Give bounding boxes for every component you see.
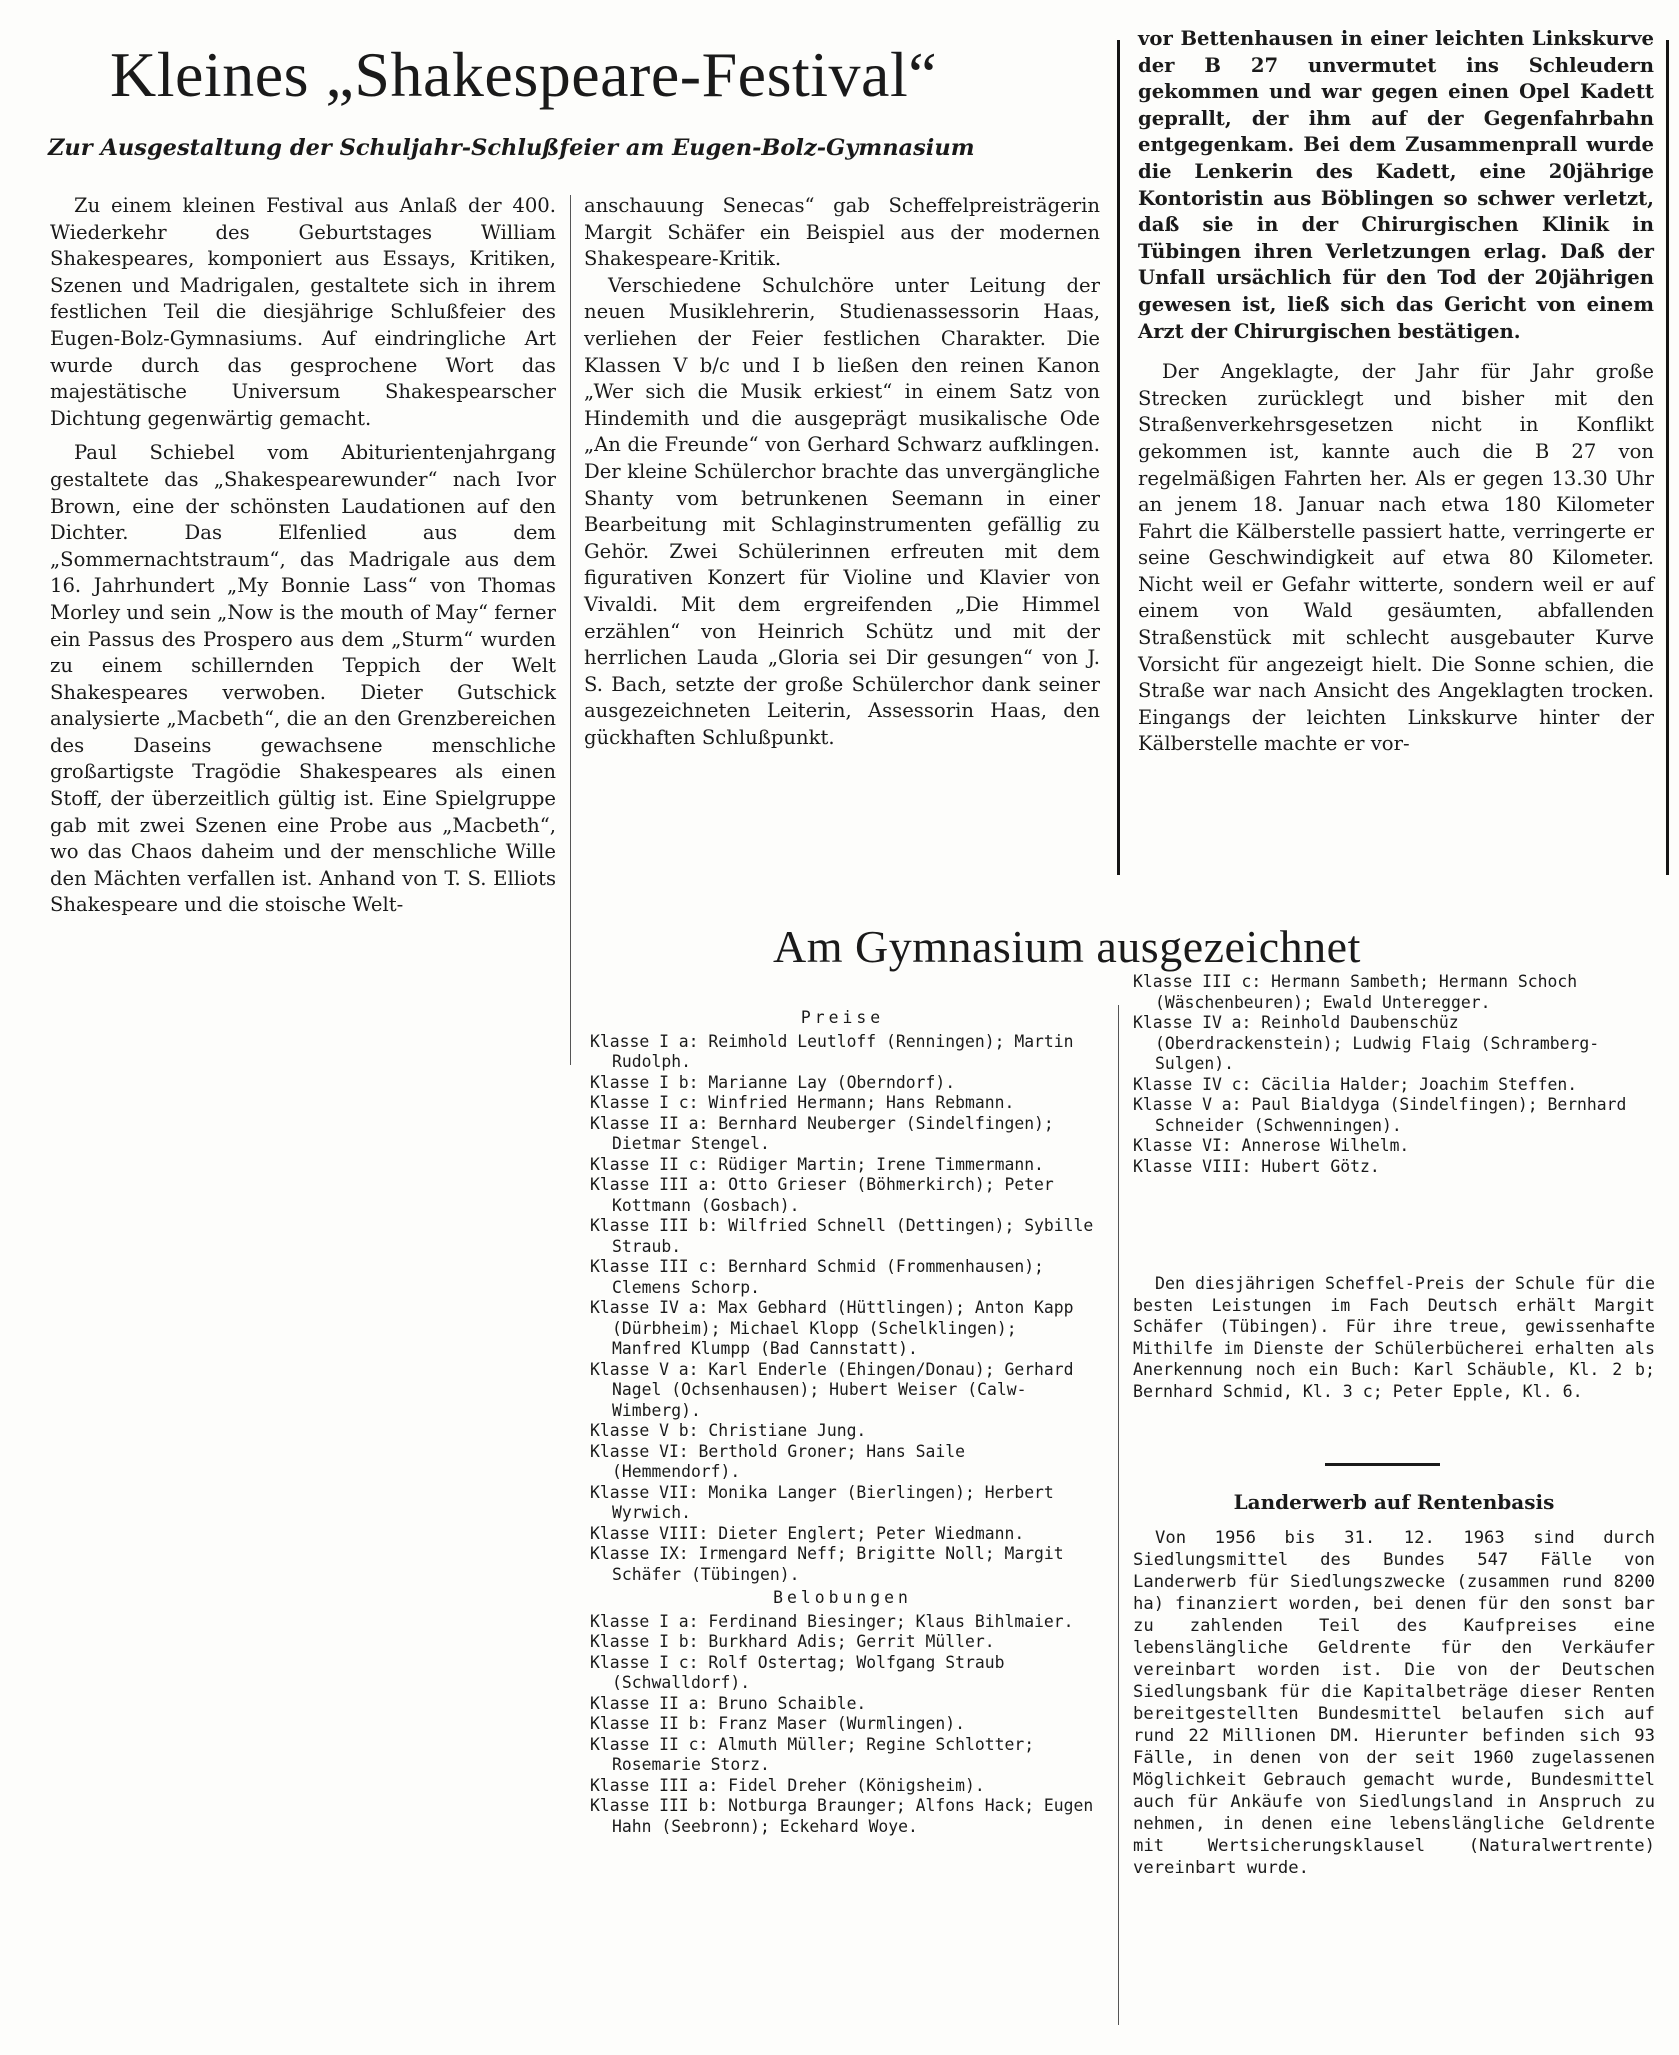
- list-item: Klasse IV a: Max Gebhard (Hüttlingen); Anton Kapp (Dürbheim); Michael Klopp (Schelklingen); Manfred Klumpp (Bad Cannstatt).: [590, 1298, 1074, 1358]
- section-divider: [1325, 1463, 1440, 1466]
- list-item: Klasse I c: Winfried Hermann; Hans Rebmann.: [590, 1093, 1015, 1112]
- awards-headline: Am Gymnasium ausgezeichnet: [773, 921, 1361, 972]
- list-item: Klasse III b: Wilfried Schnell (Dettingen); Sybille Straub.: [590, 1216, 1094, 1256]
- box-rule-left: [1117, 40, 1120, 875]
- accident-bold-text: vor Bettenhausen in einer leichten Linkskurve der B 27 unvermutet ins Schleudern gekommen und war gegen einen Opel Kadett geprallt, der ihm auf der Gegenfahrbahn entgegenkam. Bei dem Zusammenprall wurde die Lenkerin des Kadett, eine 20jährige Kontoristin aus Böblingen so schwer verletzt, daß sie in der Chirurgischen Klinik in Tübingen ihren Verletzungen erlag. Daß der Unfall ursächlich für den Tod der 20jährigen gewesen ist, ließ sich das Gericht von einem Arzt der Chirurgischen bestätigen.: [1138, 27, 1654, 343]
- land-article: [1133, 1490, 1655, 1514]
- list-item: Klasse II c: Almuth Müller; Regine Schlotter; Rosemarie Storz.: [590, 1734, 1035, 1774]
- festival-headline: Kleines „Shakespeare-Festival“: [110, 39, 938, 110]
- list-item: Klasse I b: Marianne Lay (Oberndorf).: [590, 1072, 956, 1092]
- list-item: Klasse III c: Bernhard Schmid (Frommenhausen); Clemens Schorp.: [590, 1257, 1044, 1297]
- festival-paragraph: Zu einem kleinen Festival aus Anlaß der 400. Wiederkehr des Geburtstages William Shakespeares, komponiert aus Essays, Kritiken, Szenen und Madrigalen, gestaltete sich in ihrem festlichen Teil die diesjährige Schlußfeier des Eugen-Bolz-Gymnasiums. Auf eindringliche Art wurde durch das gesprochene Wort das majestätische Universum Shakespearscher Dichtung gegenwärtig gemacht.: [50, 194, 556, 430]
- festival-column-1: [50, 193, 556, 919]
- preise-list: [590, 1032, 1095, 1586]
- accident-column: [1138, 27, 1654, 870]
- awards-column-1: [590, 1005, 1095, 1837]
- list-item: Klasse IV c: Cäcilia Halder; Joachim Steffen.: [1133, 1074, 1578, 1094]
- list-item: Klasse III a: Fidel Dreher (Königsheim).: [590, 1775, 985, 1795]
- scheffel-text: Den diesjährigen Scheffel-Preis der Schule für die besten Leistungen im Fach Deutsch erhält Margit Schäfer (Tübingen). Für ihre treue, gewissenhafte Mithilfe im Dienste der Schülerbücherei erhalten als Anerkennung noch ein Buch: Karl Schäuble, Kl. 2 b; Bernhard Schmid, Kl. 3 c; Peter Epple, Kl. 6.: [1133, 1274, 1655, 1401]
- festival-subheadline: Zur Ausgestaltung der Schuljahr-Schlußfeier am Eugen-Bolz-Gymnasium: [48, 135, 975, 161]
- list-item: Klasse V a: Paul Bialdyga (Sindelfingen); Bernhard Schneider (Schwenningen).: [1133, 1095, 1627, 1135]
- list-item: Klasse I a: Reimhold Leutloff (Renningen); Martin Rudolph.: [590, 1031, 1074, 1071]
- list-item: Klasse III a: Otto Grieser (Böhmerkirch); Peter Kottmann (Gosbach).: [590, 1175, 1054, 1215]
- festival-paragraph: Paul Schiebel vom Abiturientenjahrgang gestaltete das „Shakespearewunder“ nach Ivor Brown, eine der schönsten Laudationen auf den Dichter. Das Elfenlied aus dem „Sommernachtstraum“, das Madrigale aus dem 16. Jahrhundert „My Bonnie Lass“ von Thomas Morley und sein „Now is the mouth of May“ ferner ein Passus des Prospero aus dem „Sturm“ wurden zu einem schillernden Teppich der Welt Shakespeares verwoben. Dieter Gutschick analysierte „Macbeth“, die an den Grenzbereichen des Daseins gewachsene menschliche großartigste Tragödie Shakespeares als einen Stoff, der überzeitlich gültig ist. Eine Spielgruppe gab mit zwei Szenen eine Probe aus „Macbeth“, wo das Chaos daheim und der menschliche Wille den Mächten verfallen ist. Anhand von T. S. Elliots Shakespeare und die stoische Welt-: [50, 441, 556, 917]
- list-item: Klasse V a: Karl Enderle (Ehingen/Donau); Gerhard Nagel (Ochsenhausen); Hubert Weiser (Calw-Wimberg).: [590, 1359, 1074, 1420]
- list-item: Klasse III c: Hermann Sambeth; Hermann Schoch (Wäschenbeuren); Ewald Unteregger.: [1133, 972, 1578, 1012]
- list-item: Klasse II b: Franz Maser (Wurmlingen).: [590, 1714, 965, 1733]
- column-divider: [1118, 1005, 1119, 2025]
- list-item: Klasse VII: Monika Langer (Bierlingen); Herbert Wyrwich.: [590, 1482, 1054, 1522]
- list-item: Klasse I c: Rolf Ostertag; Wolfgang Straub (Schwalldorf).: [590, 1652, 1005, 1692]
- land-body: [1133, 1527, 1655, 1879]
- awards-column-2: [1133, 972, 1655, 1177]
- belobungen-label: Belobungen: [773, 1588, 912, 1607]
- list-item: Klasse VIII: Hubert Götz.: [1133, 1156, 1380, 1176]
- list-item: Klasse VIII: Dieter Englert; Peter Wiedmann.: [590, 1523, 1025, 1543]
- land-headline: Landerwerb auf Rentenbasis: [1233, 1490, 1555, 1514]
- list-item: Klasse II a: Bruno Schaible.: [590, 1693, 867, 1713]
- list-item: Klasse II a: Bernhard Neuberger (Sindelfingen); Dietmar Stengel.: [590, 1113, 1054, 1153]
- list-item: Klasse I b: Burkhard Adis; Gerrit Müller.: [590, 1632, 995, 1651]
- list-item: Klasse I a: Ferdinand Biesinger; Klaus Bihlmaier.: [590, 1611, 1074, 1631]
- list-item: Klasse V b: Christiane Jung.: [590, 1421, 867, 1440]
- land-text: Von 1956 bis 31. 12. 1963 sind durch Siedlungsmittel des Bundes 547 Fälle von Landerwerb für Siedlungszwecke (zusammen rund 8200 ha) finanziert worden, bei denen für den sonst bar zu zahlenden Teil des Kaufpreises eine lebenslängliche Geldrente für den Verkäufer vereinbart worden ist. Die von der Deutschen Siedlungsbank für die Kapitalbeträge dieser Renten bereitgestellten Bundesmittel belaufen sich auf rund 22 Millionen DM. Hierunter befinden sich 93 Fälle, in denen von der seit 1960 zugelassenen Möglichkeit Gebrauch gemacht wurde, Bundesmittel auch für Ankäufe von Siedlungsland in Anspruch zu nehmen, in denen eine lebenslängliche Geldrente mit Wertsicherungsklausel (Naturalwertrente) vereinbart wurde.: [1133, 1528, 1655, 1878]
- festival-paragraph: Verschiedene Schulchöre unter Leitung der neuen Musiklehrerin, Studienassessorin Haas, verliehen der Feier festlichen Charakter. Die Klassen V b/c und I b ließen den reinen Kanon „Wer sich die Musik erkiest“ in einem Satz von Hindemith und die ausgeprägt musikalische Ode „An die Freunde“ von Gerhard Schwarz aufklingen. Der kleine Schülerchor brachte das unvergängliche Shanty vom betrunkenen Seemann in einer Bearbeitung mit Schlaginstrumenten gefällig zu Gehör. Zwei Schülerinnen erfreuten mit dem figurativen Konzert für Violine und Klavier von Vivaldi. Mit dem ergreifenden „Die Himmel erzählen“ von Heinrich Schütz und mit der herrlichen Lauda „Gloria sei Dir gesungen“ von J. S. Bach, setzte der große Schülerchor dank seiner ausgezeichneten Leiterin, Assessorin Haas, den gückhaften Schlußpunkt.: [584, 273, 1100, 749]
- festival-column-2: [584, 193, 1100, 751]
- column-divider: [570, 195, 571, 1065]
- belobungen-list: [590, 1612, 1095, 1838]
- festival-paragraph: anschauung Senecas“ gab Scheffelpreisträgerin Margit Schäfer ein Beispiel aus der modernen Shakespeare-Kritik.: [584, 194, 1100, 271]
- box-rule-right: [1666, 40, 1669, 875]
- list-item: Klasse IX: Irmengard Neff; Brigitte Noll; Margit Schäfer (Tübingen).: [590, 1544, 1064, 1584]
- accident-paragraph: Der Angeklagte, der Jahr für Jahr große Strecken zurücklegt und bisher mit den Straßenverkehrsgesetzen nicht in Konflikt gekommen ist, kannte auch die B 27 von regelmäßigen Fahrten her. Als er gegen 13.30 Uhr an jenem 18. Januar nach etwa 180 Kilometer Fahrt die Kälberstelle passiert hatte, verringerte er seine Geschwindigkeit auf etwa 80 Kilometer. Nicht weil er Gefahr witterte, sondern weil er auf einem von Wald gesäumten, abfallenden Straßenstück mit schlecht ausgebauter Kurve Vorsicht für angezeigt hielt. Die Sonne schien, die Straße war nach Ansicht des Angeklagten trocken. Eingangs der leichten Linkskurve hinter der Kälberstelle machte er vor-: [1138, 360, 1654, 756]
- list-item: Klasse III b: Notburga Braunger; Alfons Hack; Eugen Hahn (Seebronn); Eckehard Woye.: [590, 1796, 1094, 1836]
- scheffel-paragraph: [1133, 1273, 1655, 1402]
- list-item: Klasse VI: Berthold Groner; Hans Saile (Hemmendorf).: [590, 1441, 965, 1481]
- preise-label: Preise: [800, 1008, 885, 1027]
- list-item: Klasse VI: Annerose Wilhelm.: [1133, 1136, 1410, 1155]
- list-item: Klasse II c: Rüdiger Martin; Irene Timmermann.: [590, 1154, 1044, 1174]
- list-item: Klasse IV a: Reinhold Daubenschüz (Oberdrackenstein); Ludwig Flaig (Schramberg-Sulgen).: [1133, 1013, 1600, 1073]
